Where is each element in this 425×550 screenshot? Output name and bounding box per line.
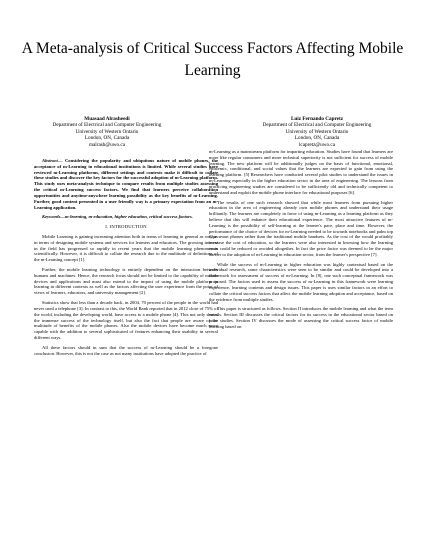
keywords xyxy=(34,214,218,220)
author-department: Department of Electrical and Computer Engineering xyxy=(262,122,372,129)
abstract xyxy=(34,158,218,210)
left-column xyxy=(34,158,218,360)
author-block-2 xyxy=(222,116,412,148)
abstract-lead: Abstract xyxy=(42,158,58,163)
author-email: lcapretz@uwo.ca xyxy=(298,141,336,148)
abstract-text: — Considering the popularity and ubiquitous nature of mobile phones, the acceptance of m-Learning in educational institutions is limited. While several studies have reviewed m-Learning platforms, different settings and contexts make it difficult to collate these studies and discover the key factors for the successful adoption of m-Learning platform. This study uses meta-analysis technique to compare results from multiple studies assessing the critical m-Learning success factors. We find that learners perceive collaboration opportunities and anytime-anywhere learning possibility as the key benefits of m-Learning. Further, good content presented in a user friendly way is a primary expectation from an m-Learning application. xyxy=(34,158,218,210)
body-paragraph: Mobile Learning is gaining increasing attention both in terms of learning in general as well as in terms of designing mobile systems and services for learners and educators. The growing interest in the field has progressed so rapidly in recent years that the mobile learning phenomenon scientifically. However, it is difficult to collate the research due to the multitude of definitions of the m-Learning concept [1]. xyxy=(34,233,218,263)
right-column xyxy=(209,149,393,334)
body-paragraph: Further, the mobile learning technology is entirely dependent on the interaction between humans and machines. Hence, the research focus should not be limited to the capability of mobile devices and applications and must also extend to the impact of using the mobile platform in learning in different contexts as well as the factors affecting the user experience from the point of views of learners, educators, and university management [2]. xyxy=(34,267,218,296)
body-paragraph: The results of one such research showed that while most learners from pursuing higher education in the area of engineering already own mobile phones and understand their usage brilliantly. The learners are completely in favor of using m-Learning as a learning platform as they believe that this will enhance their educational experience. The most attractive features of m-Learning is the possibility of self-learning at the learner's pace, place and time. However, the performance of the choice of devices for m-Learning needed to be towards notebooks and palm top type smart phones rather than the traditional mobile handsets. As the cost of the would profitably increase the cost of education, so the learners were also interested in knowing how the learning costs could be reduced or avoided altogether. In fact the price factor was deemed to be the major barrier to the adoption of m-Learning in education sector, from the learner's perspective [7]. xyxy=(209,199,393,257)
author-university: University of Western Ontario xyxy=(285,128,349,135)
author-email: malrash@uwo.ca xyxy=(88,141,126,148)
body-paragraph: Statistics show that less than a decade back, in 2004, 70 percent of the people in the world had never used a telephone [3]. In contrast to this, the World Bank reported that in 2012 close of 75% of the world, including the developing world, have access to a mobile phone [4]. This not only shows the immense success of the technology itself, but also the fact that people are aware of the multitude of benefits of the mobile phones. Also the mobile devices have become much more capable with the addition to several sophisticated of features enhancing their usability in several different ways. xyxy=(34,300,218,340)
body-paragraph: While the success of m-Learning in higher education was highly contextual based on the individual research, some characteristics were seen to be similar and could be developed into a framework for assessment of success of m-Learning. In [8], one such conceptual framework was proposed. The factors used to assess the success of m-Learning in this framework were learning experience, learning contents and design issues. This paper is uses similar factors in an effort to collate the critical success factors that affect the mobile learning adoption and acceptance, based on the evidence from multiple studies. xyxy=(209,261,393,302)
body-paragraph: All these factors should in sum that the success of m-Learning should be a foregone conclusion. However, this is not the case as not many institutions have adopted the practice of xyxy=(34,344,218,356)
author-name: Muasaad Alrasheedi xyxy=(84,116,130,122)
author-block-1 xyxy=(12,116,202,148)
body-paragraph: This paper is structured as follows. Section II introduces the mobile learning and what the term entails. Section III discusses the critical factors for its success in the educational sector based on prior studies. Section IV discusses the mode of assessing the critical success factor of mobile learning based on xyxy=(209,306,393,329)
author-name: Luiz Fernando Capretz xyxy=(290,116,344,122)
section-heading-introduction: I. INTRODUCTION xyxy=(105,224,147,230)
keywords-lead: Keywords xyxy=(42,214,61,220)
paper-title: A Meta-analysis of Critical Success Factors Affecting Mobile Learning xyxy=(21,40,404,79)
author-department: Department of Electrical and Computer Engineering xyxy=(52,122,162,129)
keywords-text: —m-learning, m-education, higher education, critical success factors. xyxy=(60,214,193,220)
author-city: London, ON, Canada xyxy=(84,135,130,142)
author-city: London, ON, Canada xyxy=(294,135,340,142)
author-university: University of Western Ontario xyxy=(75,128,139,135)
body-paragraph: m-Learning as a mainstream platform for imparting education. Studies have found that learners are more like regular consumers and more technical superiority is not sufficient for success of mobile learning. The new platform will be additionally judges on the basis of functional, emotional, epistemic, conditional, and social values that the learners are expected to gain from using the learning platform. [5] Researchers have conducted several pilot studies to understand the issues in m-Learning especially in the higher education sector in the area of engineering. The lessons from practicing engineering studies are considered to be sufficiently old and technically competent to understand and exploit the mobile phone interface for educational purposes [6]. xyxy=(209,149,393,195)
